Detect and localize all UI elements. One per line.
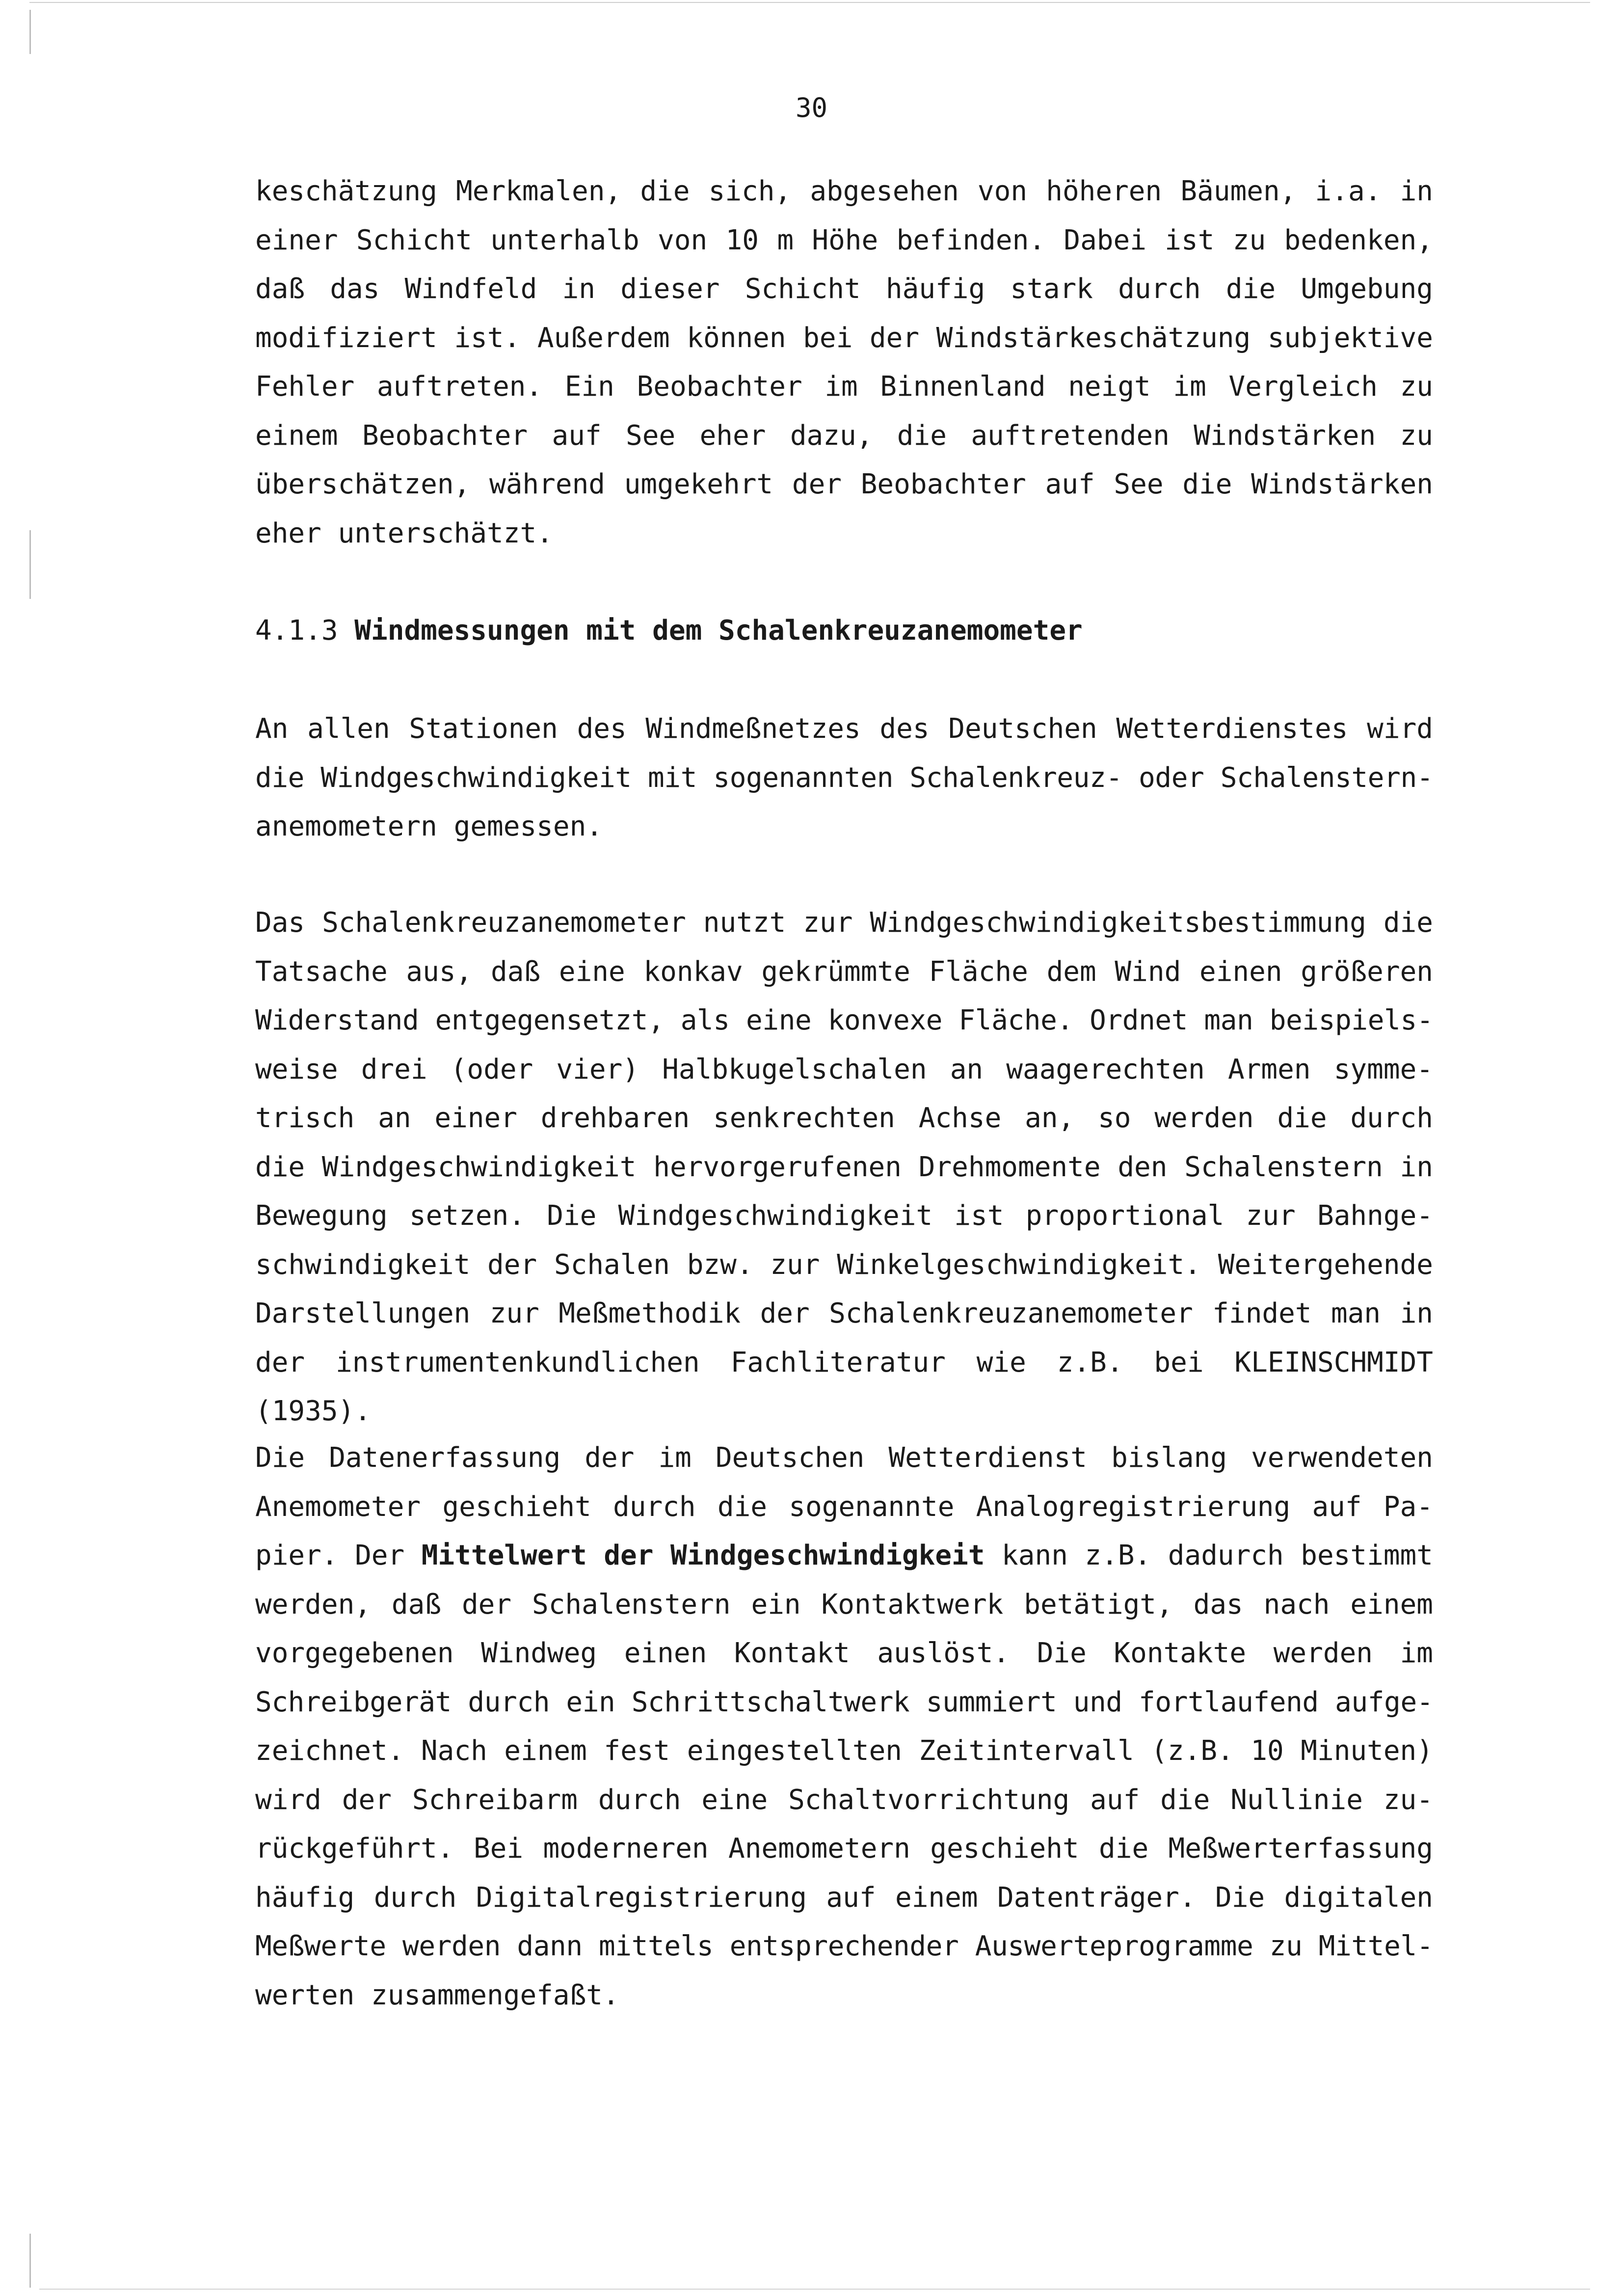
text-line: einem Beobachter auf See eher dazu, die auftretenden Windstärken zu xyxy=(255,419,1433,452)
text-line: keschätzung Merkmalen, die sich, abgesehen von höheren Bäumen, i.a. in xyxy=(255,175,1433,207)
text-line: Bewegung setzen. Die Windgeschwindigkeit ist proportional zur Bahnge- xyxy=(255,1200,1433,1232)
scan-mark-left-bottom xyxy=(29,2234,31,2288)
text-line: Widerstand entgegensetzt, als eine konvexe Fläche. Ordnet man beispiels- xyxy=(255,1004,1434,1036)
section-title: Windmessungen mit dem Schalenkreuzanemometer xyxy=(354,615,1083,647)
text-line: daß das Windfeld in dieser Schicht häufig stark durch die Umgebung xyxy=(255,273,1433,305)
text-line: Schreibgerät durch ein Schrittschaltwerk summiert und fortlaufend aufge- xyxy=(255,1686,1434,1718)
text-line: weise drei (oder vier) Halbkugelschalen an waagerechten Armen symme- xyxy=(255,1053,1433,1085)
text-line: einer Schicht unterhalb von 10 m Höhe befinden. Dabei ist zu bedenken, xyxy=(255,224,1433,256)
scan-border-bottom xyxy=(39,2289,1590,2290)
text-line: der instrumentenkundlichen Fachliteratur wie z.B. bei KLEINSCHMIDT xyxy=(255,1346,1433,1378)
text-line: werten zusammengefaßt. xyxy=(255,1979,619,2011)
text-line: vorgegebenen Windweg einen Kontakt auslöst. Die Kontakte werden im xyxy=(255,1637,1433,1669)
scan-border-top xyxy=(29,2,1590,3)
text-line: (1935). xyxy=(255,1395,372,1427)
text-line: überschätzen, während umgekehrt der Beobachter auf See die Windstärken xyxy=(255,468,1433,500)
text-run: pier. Der xyxy=(255,1540,422,1571)
paragraph-2 xyxy=(255,704,1433,851)
paragraph-4 xyxy=(255,1433,1433,2020)
scan-mark-left-top xyxy=(29,10,31,54)
text-line: werden, daß der Schalenstern ein Kontaktwerk betätigt, das nach einem xyxy=(255,1588,1433,1621)
text-run: kann z.B. dadurch bestimmt xyxy=(984,1540,1433,1571)
text-line: An allen Stationen des Windmeßnetzes des Deutschen Wetterdienstes wird xyxy=(255,713,1433,745)
text-line: Die Datenerfassung der im Deutschen Wetterdienst bislang verwendeten xyxy=(255,1442,1433,1474)
text-line: rückgeführt. Bei moderneren Anemometern geschieht die Meßwerterfassung xyxy=(255,1833,1433,1864)
scan-mark-left-middle xyxy=(29,530,31,599)
paragraph-1 xyxy=(255,167,1433,558)
text-line: die Windgeschwindigkeit mit sogenannten Schalenkreuz- oder Schalenstern- xyxy=(255,761,1434,794)
text-line: trisch an einer drehbaren senkrechten Achse an, so werden die durch xyxy=(255,1102,1433,1134)
text-line: Darstellungen zur Meßmethodik der Schalenkreuzanemometer findet man in xyxy=(255,1297,1433,1329)
page-number: 30 xyxy=(795,92,828,123)
text-line: anemometern gemessen. xyxy=(255,810,603,842)
text-line: Das Schalenkreuzanemometer nutzt zur Windgeschwindigkeitsbestimmung die xyxy=(255,907,1433,939)
text-line: Meßwerte werden dann mittels entsprechender Auswerteprogramme zu Mittel- xyxy=(255,1930,1434,1962)
text-line: die Windgeschwindigkeit hervorgerufenen Drehmomente den Schalenstern in xyxy=(255,1151,1433,1183)
section-number: 4.1.3 xyxy=(255,615,338,647)
text-line-with-emphasis xyxy=(255,1531,1433,1580)
section-heading xyxy=(255,606,1433,655)
text-line: wird der Schreibarm durch eine Schaltvorrichtung auf die Nullinie zu- xyxy=(255,1783,1433,1816)
text-line: häufig durch Digitalregistrierung auf einem Datenträger. Die digitalen xyxy=(255,1881,1433,1914)
text-line: modifiziert ist. Außerdem können bei der Windstärkeschätzung subjektive xyxy=(255,322,1433,354)
text-line: schwindigkeit der Schalen bzw. zur Winkelgeschwindigkeit. Weitergehende xyxy=(255,1248,1433,1281)
emphasized-term: Mittelwert der Windgeschwindigkeit xyxy=(421,1540,985,1571)
paragraph-3 xyxy=(255,898,1433,1436)
text-line: zeichnet. Nach einem fest eingestellten Zeitintervall (z.B. 10 Minuten) xyxy=(255,1735,1433,1767)
text-line: Fehler auftreten. Ein Beobachter im Binnenland neigt im Vergleich zu xyxy=(255,371,1433,403)
text-line: Anemometer geschieht durch die sogenannte Analogregistrierung auf Pa- xyxy=(255,1490,1433,1523)
text-line: eher unterschätzt. xyxy=(255,517,553,549)
text-line: Tatsache aus, daß eine konkav gekrümmte Fläche dem Wind einen größeren xyxy=(255,955,1433,988)
